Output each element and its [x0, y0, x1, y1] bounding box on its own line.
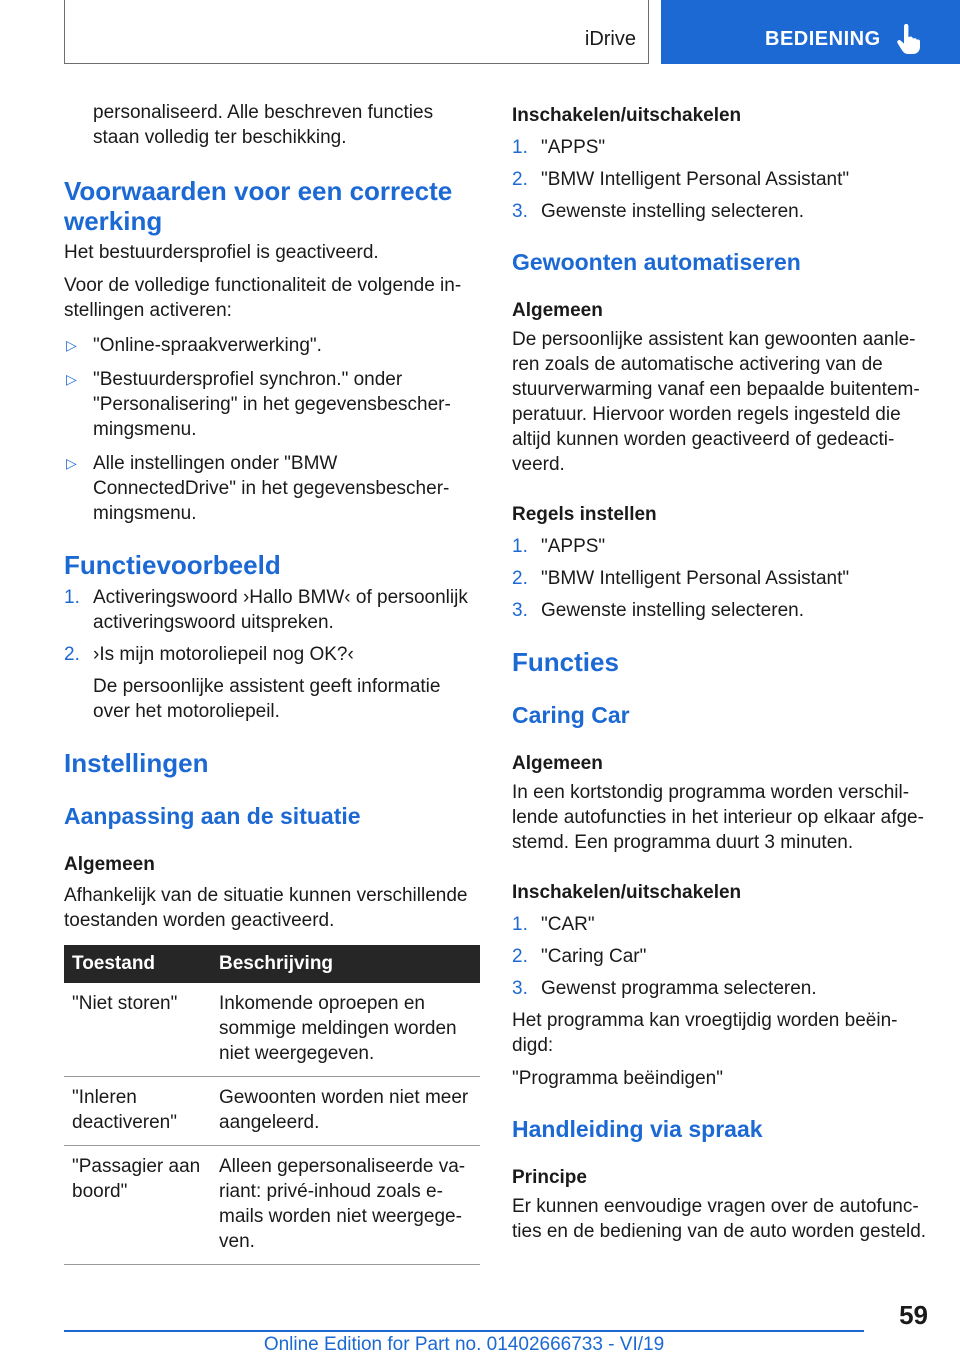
header-section-box — [64, 0, 649, 64]
header-chapter-tab — [661, 0, 960, 64]
example-note: De persoonlijke assistent geeft informatie over het motoroliepeil. — [93, 676, 441, 722]
heading-voice: Handleiding via spraak — [512, 1116, 763, 1142]
heading-functions: Functies — [512, 647, 619, 677]
list-item: 2. "BMW Intelligent Personal Assistant" — [512, 568, 850, 589]
edition-label: Online Edition for Part no. 01402666733 - VI/19 — [263, 1334, 665, 1355]
situation-paragraph: Afhankelijk van de situatie kunnen verschillende toestanden worden geactiveerd. — [64, 885, 468, 931]
list-item: 1. "CAR" — [512, 914, 595, 935]
table-row — [64, 1077, 480, 1146]
list-item: ▷ Alle instellingen onder "BMW ConnectedDrive" in het gegevensbescher-mingsmenu. — [66, 453, 450, 524]
step-number: 1. — [512, 536, 528, 557]
step-number: 2. — [64, 644, 80, 665]
caring-paragraph: In een kortstondig programma worden verschil-lende autofuncties in het interieur op elkaar afge-stemd. Een programma duurt 3 minuten. — [512, 782, 924, 853]
step-number: 3. — [512, 978, 528, 999]
example-list — [64, 585, 480, 667]
heading-onoff: Inschakelen/uitschakelen — [512, 105, 742, 126]
step-number: 1. — [512, 914, 528, 935]
pointing-hand-icon — [895, 24, 921, 54]
step-number: 2. — [512, 946, 528, 967]
caring-paragraph-2: Het programma kan vroegtijdig worden beëin-digd: — [512, 1010, 898, 1056]
table-cell: Inkomende oproepen en sommige meldingen worden niet weergegeven. — [211, 983, 480, 1077]
table-cell: "Niet storen" — [64, 983, 211, 1077]
heading-situation: Aanpassing aan de situatie — [64, 803, 361, 829]
heading-principle: Principe — [512, 1167, 587, 1188]
list-item: 1. "APPS" — [512, 137, 606, 158]
states-table — [64, 945, 480, 1265]
heading-rules: Regels instellen — [512, 504, 657, 525]
step-number: 3. — [512, 600, 528, 621]
list-item: 3. Gewenste instelling selecteren. — [512, 600, 804, 621]
list-item: 3. Gewenst programma selecteren. — [512, 978, 817, 999]
table-row — [64, 1146, 480, 1265]
list-item: ▷ "Bestuurdersprofiel synchron." onder "Personalisering" in het gegevensbescher-mingsmenu. — [66, 369, 451, 440]
heading-settings: Instellingen — [64, 748, 209, 778]
table-header-cell: Toestand — [64, 945, 211, 983]
list-item: 2. "BMW Intelligent Personal Assistant" — [512, 169, 850, 190]
header-section-label: iDrive — [584, 28, 636, 50]
step-number: 2. — [512, 169, 528, 190]
heading-general: Algemeen — [64, 854, 155, 875]
onoff-list — [512, 135, 928, 224]
heading-caring-car: Caring Car — [512, 702, 630, 728]
triangle-bullet-icon: ▷ — [66, 337, 77, 353]
step-number: 1. — [64, 587, 80, 608]
triangle-bullet-icon: ▷ — [66, 455, 77, 471]
table-header-cell: Beschrijving — [211, 945, 480, 983]
step-number: 3. — [512, 201, 528, 222]
table-cell: "Passagier aan boord" — [64, 1146, 211, 1265]
page-number: 59 — [899, 1300, 928, 1330]
list-item: 1. Activeringswoord ›Hallo BMW‹ of persoonlijk activeringswoord uitspreken. — [64, 587, 468, 633]
table-header-row — [64, 945, 480, 983]
triangle-bullet-icon: ▷ — [66, 371, 77, 387]
heading-habits: Gewoonten automatiseren — [512, 249, 801, 275]
caring-list — [512, 912, 928, 1001]
heading-general: Algemeen — [512, 753, 603, 774]
heading-conditions: Voorwaarden voor een correcte werking — [64, 176, 453, 236]
list-item: 2. "Caring Car" — [512, 946, 647, 967]
step-number: 1. — [512, 137, 528, 158]
step-number: 2. — [512, 568, 528, 589]
heading-general: Algemeen — [512, 300, 603, 321]
heading-onoff: Inschakelen/uitschakelen — [512, 882, 742, 903]
right-column — [512, 100, 928, 1244]
list-item: ▷ "Online-spraakverwerking". — [66, 335, 322, 356]
caring-paragraph-3: "Programma beëindigen" — [512, 1068, 723, 1089]
list-item: 3. Gewenste instelling selecteren. — [512, 201, 804, 222]
table-row — [64, 983, 480, 1077]
voice-paragraph: Er kunnen eenvoudige vragen over de autofunc-ties en de bediening van de auto worden gesteld. — [512, 1196, 927, 1242]
header-chapter-label: BEDIENING — [765, 28, 881, 50]
conditions-paragraph-2: Voor de volledige functionaliteit de volgende in-stellingen activeren: — [64, 275, 462, 321]
heading-example: Functievoorbeeld — [64, 550, 281, 580]
conditions-list — [64, 333, 480, 526]
table-cell: Gewoonten worden niet meer aangeleerd. — [211, 1077, 480, 1146]
list-item: 2. ›Is mijn motoroliepeil nog OK?‹ — [64, 644, 354, 665]
table-cell: Alleen gepersonaliseerde va-riant: privé-inhoud zoals e-mails worden niet weergege-ven. — [211, 1146, 480, 1265]
intro-paragraph: personaliseerd. Alle beschreven functies staan volledig ter beschikking. — [93, 102, 434, 148]
footer-divider — [64, 1330, 864, 1332]
left-column — [64, 100, 480, 1265]
habits-paragraph: De persoonlijke assistent kan gewoonten aanle-ren zoals de automatische activering van de stuurverwarming vanaf een bepaalde buitentem-peratuur. Hiervoor worden regels ingesteld die altijd kunnen worden geactiveerd of gedeacti-veerd. — [512, 329, 920, 475]
rules-list — [512, 534, 928, 623]
conditions-paragraph-1: Het bestuurdersprofiel is geactiveerd. — [64, 242, 379, 263]
table-cell: "Inleren deactiveren" — [64, 1077, 211, 1146]
list-item: 1. "APPS" — [512, 536, 606, 557]
